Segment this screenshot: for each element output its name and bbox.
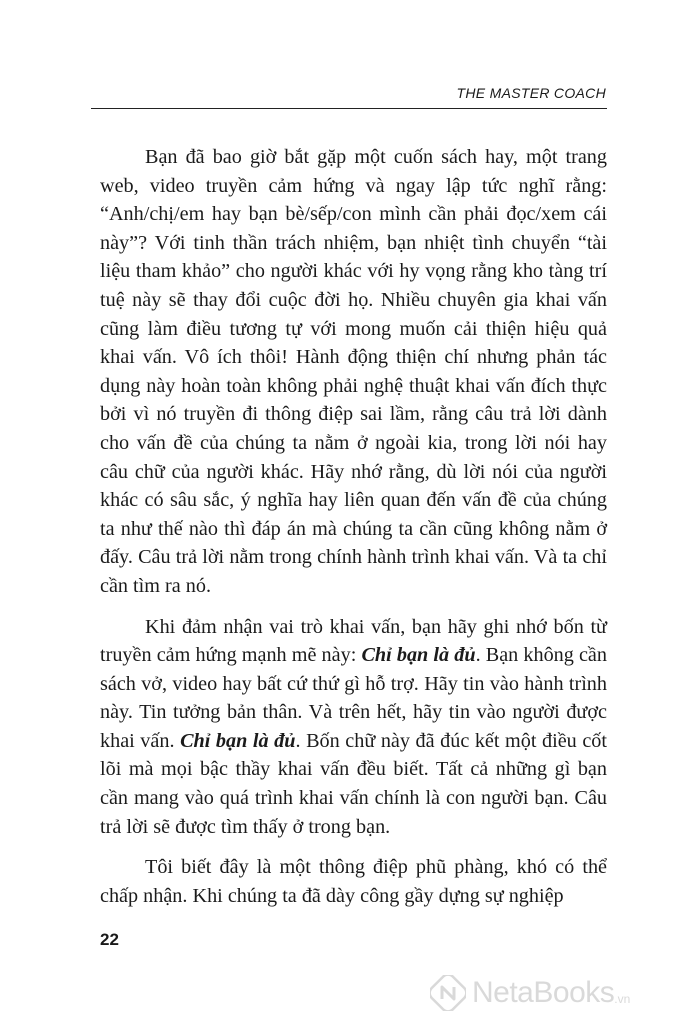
paragraph (100, 613, 607, 842)
running-header: THE MASTER COACH (456, 85, 606, 101)
paragraph (100, 853, 607, 910)
paragraph-text: Bạn đã bao giờ bắt gặp một cuốn sách hay, một trang web, video truyền cảm hứng và ngay lập tức nghĩ rằng: “Anh/chị/em hay bạn bè/sếp/con mình cần phải đọc/xem cái này”? Với tinh thần trách nhiệm, bạn nhiệt tình chuyển “tài liệu tham khảo” cho người khác với hy vọng rằng kho tàng trí tuệ này sẽ thay đổi cuộc đời họ. Nhiều chuyên gia khai vấn cũng làm điều tương tự với mong muốn cải thiện hiệu quả khai vấn. Vô ích thôi! Hành động thiện chí nhưng phản tác dụng này hoàn toàn không phải nghệ thuật khai vấn đích thực bởi vì nó truyền đi thông điệp sai lầm, rằng câu trả lời dành cho vấn đề của chúng ta nằm ở ngoài kia, trong lời nói hay câu chữ của người khác. Hãy nhớ rằng, dù lời nói của người khác có sâu sắc, ý nghĩa hay liên quan đến vấn đề của chúng ta như thế nào thì đáp án mà chúng ta cần cũng không nằm ở đấy. Câu trả lời nằm trong chính hành trình khai vấn. Và ta chỉ cần tìm ra nó. (100, 146, 607, 597)
page-number: 22 (100, 930, 119, 949)
paragraph-text: . Bạn không cần sách vở, video hay bất cứ thứ gì hỗ trợ. Hãy tin vào hành trình này. Tin tưởng bản thân. Và trên hết, hãy tin vào người được khai vấn. (100, 644, 607, 752)
paragraph-text: Tôi biết đây là một thông điệp phũ phàng, khó có thể chấp nhận. Khi chúng ta đã dày công gầy dựng sự nghiệp (100, 856, 607, 907)
paragraph-text: . Bốn chữ này đã đúc kết một điều cốt lõi mà mọi bậc thầy khai vấn đều biết. Tất cả những gì bạn cần mang vào quá trình khai vấn chính là con người bạn. Câu trả lời sẽ được tìm thấy ở trong bạn. (100, 729, 607, 838)
header-rule (91, 108, 607, 109)
watermark-brand: NetaBooks (472, 976, 615, 1009)
body-text (100, 143, 607, 910)
watermark-tld: .vn (614, 992, 631, 1006)
watermark (430, 968, 630, 1018)
emphasis-phrase: Chỉ bạn là đủ (180, 729, 296, 752)
paragraph (100, 143, 607, 601)
netabooks-logo-icon (430, 975, 466, 1011)
paragraph-text: Khi đảm nhận vai trò khai vấn, bạn hãy ghi nhớ bốn từ truyền cảm hứng mạnh mẽ này: (100, 615, 607, 667)
emphasis-phrase: Chỉ bạn là đủ (361, 644, 476, 667)
